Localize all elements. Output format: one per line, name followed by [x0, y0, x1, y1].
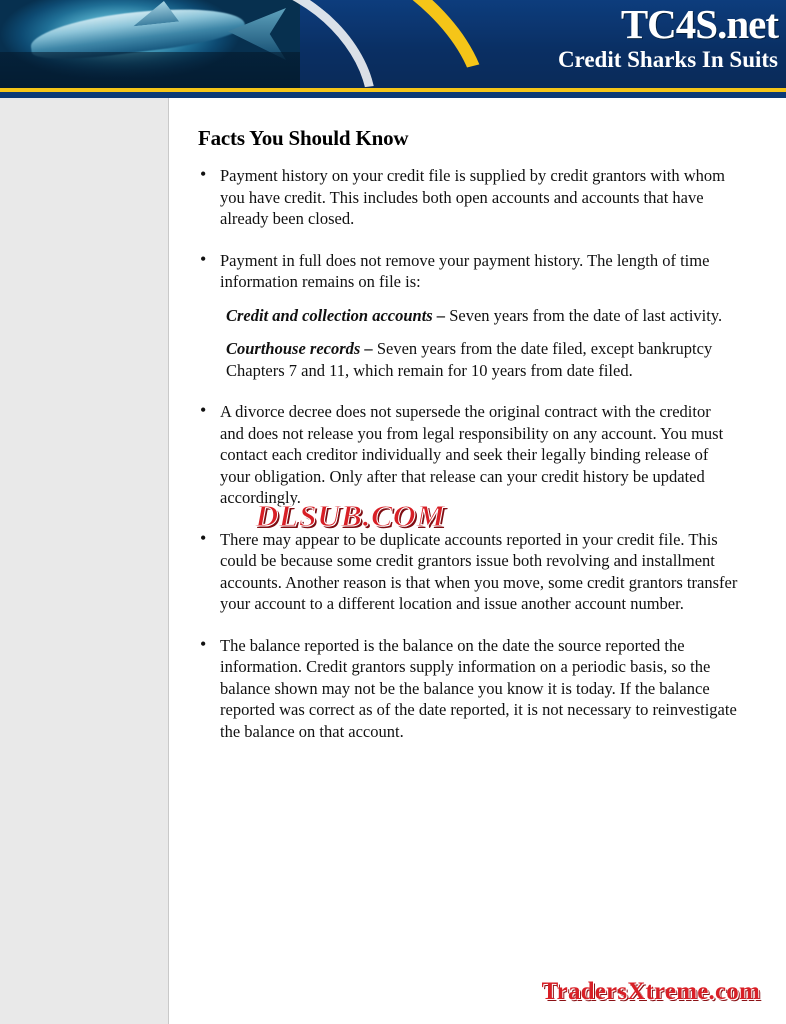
list-item — [198, 165, 738, 230]
brand-title: TC4S.net — [620, 1, 778, 47]
sub-item — [220, 338, 738, 381]
list-item — [198, 635, 738, 743]
list-item-text: Payment history on your credit file is supplied by credit grantors with whom you have credit. This includes both open accounts and accounts that have already been closed. — [220, 166, 725, 228]
facts-list — [198, 165, 738, 742]
sub-item — [220, 305, 738, 327]
list-item-text: There may appear to be duplicate accounts reported in your credit file. This could be because some credit grantors issue both revolving and installment accounts. Another reason is that when you move, some credit grantors transfer your account to a different location and issue another account number. — [220, 529, 738, 613]
footer-logo: TradersXtreme.com — [541, 978, 760, 1005]
list-item — [198, 401, 738, 509]
page-body — [0, 98, 786, 1024]
watermark: DLSUB.COM — [255, 498, 446, 533]
sub-item-term: Courthouse records – — [226, 339, 373, 358]
list-item-text: The balance reported is the balance on the date the source reported the information. Credit grantors supply information on a periodic basis, so the balance shown may not be the balance you know it is today. If the balance reported was correct as of the date reported, it is not necessary to reinvestigate the balance on that account. — [220, 635, 737, 741]
page-title: Facts You Should Know — [198, 126, 409, 150]
brand-subtitle: Credit Sharks In Suits — [557, 47, 778, 72]
sub-item-text: Seven years from the date filed, except bankruptcy Chapters 7 and 11, which remain for 10 years from date filed. — [226, 339, 713, 380]
document-content — [198, 126, 738, 762]
sub-item-term: Credit and collection accounts – — [226, 305, 446, 325]
sub-item-text: Seven years from the date of last activity. — [449, 305, 723, 325]
list-item-text: Payment in full does not remove your payment history. The length of time information remains on file is: — [220, 250, 710, 291]
list-item — [198, 250, 738, 382]
brand-block — [558, 2, 778, 73]
list-item-text: A divorce decree does not supersede the original contract with the creditor and does not release you from legal responsibility on any account. You must contact each creditor individually and seek their legally binding release of your obligation. Only after that release can your credit history be updated accordingly. — [220, 402, 724, 507]
page-header — [0, 0, 786, 92]
list-item — [198, 529, 738, 615]
left-margin-rail — [0, 98, 169, 1024]
